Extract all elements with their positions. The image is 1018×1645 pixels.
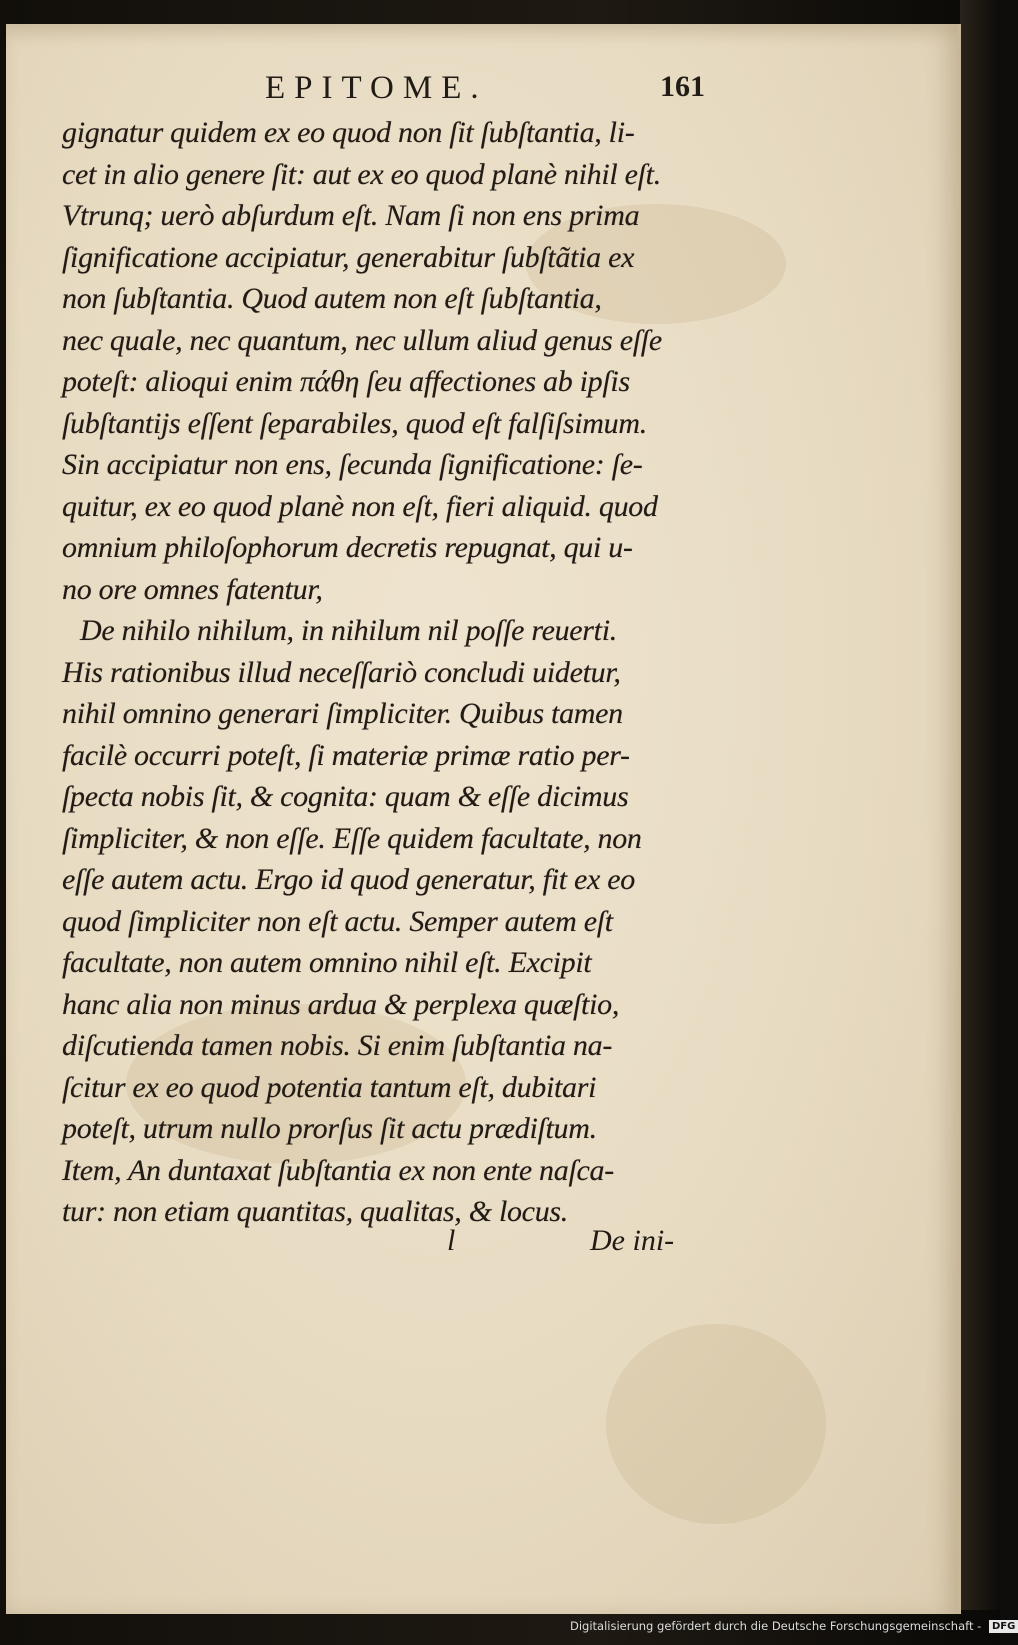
book-edge (960, 0, 1000, 1610)
text-line: diſcutienda tamen nobis. Si enim ſubſtantia na- (62, 1029, 613, 1062)
text-line: gignatur quidem ex eo quod non ſit ſubſtantia, li- (62, 116, 635, 149)
signature-mark: l (447, 1224, 456, 1257)
text-line: no ore omnes fatentur, (62, 572, 323, 606)
digitization-credit (570, 1619, 1016, 1641)
text-line: quitur, ex eo quod planè non eſt, fieri aliquid. quod (62, 489, 658, 523)
text-line: hanc alia non minus ardua & perplexa quæſtio, (62, 987, 620, 1021)
running-title: EPITOME. (265, 70, 488, 106)
text-line: poteſt, utrum nullo prorſus ſit actu prædiſtum. (62, 1112, 597, 1145)
text-line: cet in alio genere ſit: aut ex eo quod planè nihil eſt. (62, 157, 661, 191)
text-line: Item, An duntaxat ſubſtantia ex non ente naſca- (62, 1153, 614, 1187)
dfg-logo: DFG (989, 1620, 1018, 1633)
text-line: poteſt: alioqui enim πάθη ſeu affectiones ab ipſis (62, 365, 630, 398)
text-line: non ſubſtantia. Quod autem non eſt ſubſtantia, (62, 282, 602, 315)
body-text (62, 112, 722, 1233)
page-number: 161 (660, 70, 705, 103)
text-line: ſimpliciter, & non eſſe. Eſſe quidem facultate, non (62, 821, 642, 855)
page-header (60, 70, 705, 114)
text-line: ſignificatione accipiatur, generabitur ſubſtãtia ex (62, 240, 635, 274)
text-line: ſubſtantijs eſſent ſeparabiles, quod eſt falſiſsimum. (62, 406, 647, 440)
text-line: facultate, non autem omnino nihil eſt. Excipit (62, 946, 592, 979)
text-line: quod ſimpliciter non eſt actu. Semper autem eſt (62, 904, 613, 938)
paper-stain (606, 1324, 826, 1524)
text-line: nihil omnino generari ſimpliciter. Quibus tamen (62, 697, 623, 730)
text-line: De nihilo nihilum, in nihilum nil poſſe reuerti. (80, 614, 617, 647)
text-line: ſcitur ex eo quod potentia tantum eſt, dubitari (62, 1070, 597, 1104)
text-line: Vtrunq; uerò abſurdum eſt. Nam ſi non ens prima (62, 199, 640, 232)
text-line: ſpecta nobis ſit, & cognita: quam & eſſe dicimus (62, 780, 629, 813)
text-line: omnium philoſophorum decretis repugnat, qui u- (62, 531, 633, 564)
text-line: tur: non etiam quantitas, qualitas, & locus. (62, 1195, 568, 1228)
text-line: Sin accipiatur non ens, ſecunda ſignificatione: ſe- (62, 448, 643, 481)
text-line: eſſe autem actu. Ergo id quod generatur, fit ex eo (62, 863, 635, 896)
credit-text: Digitalisierung gefördert durch die Deutsche Forschungsgemeinschaft - (570, 1619, 982, 1633)
text-line: nec quale, nec quantum, nec ullum aliud genus eſſe (62, 323, 662, 357)
text-line: His rationibus illud neceſſariò concludi uidetur, (62, 655, 621, 689)
page-footer (62, 1224, 682, 1266)
catchword: De ini- (590, 1224, 675, 1257)
text-line: facilè occurri poteſt, ſi materiæ primæ ratio per- (62, 738, 630, 772)
